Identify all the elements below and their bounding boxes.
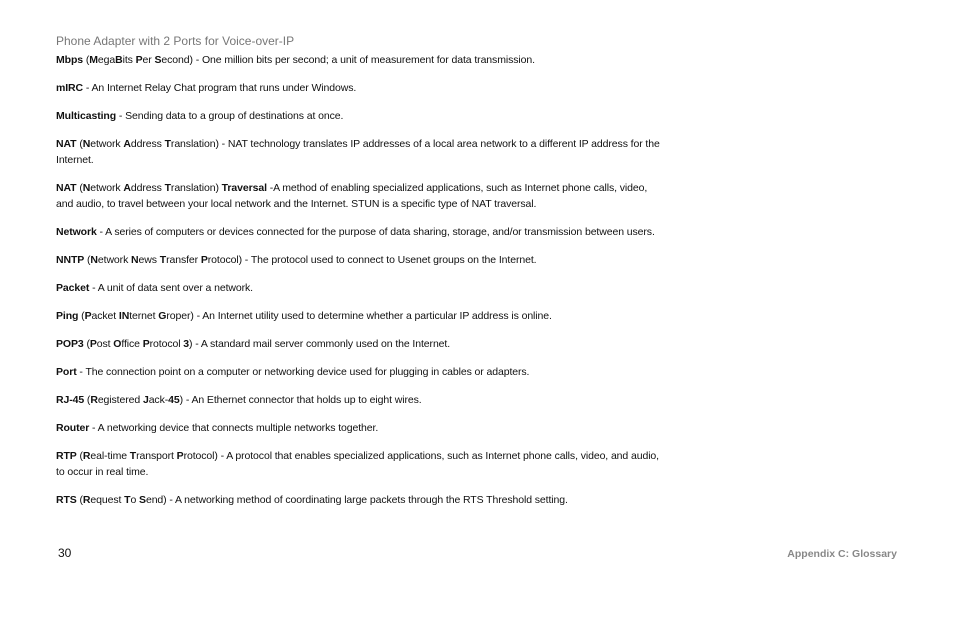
- term-bold-text: P: [135, 54, 143, 66]
- term-bold-text: NNTP: [56, 254, 85, 266]
- definition-text: - An Internet Relay Chat program that runs under Windows.: [83, 82, 357, 94]
- glossary-entry: [56, 420, 660, 436]
- term-bold-text: N: [82, 138, 91, 150]
- term-bold-text: A: [123, 182, 131, 194]
- term-bold-text: 45: [168, 394, 180, 406]
- definition-text: ost: [96, 338, 114, 350]
- definition-text: rotocol) - A protocol that enables specialized applications, such as Internet phone calls, video, and audio, to occur in real time.: [56, 450, 659, 478]
- glossary-entry: [56, 108, 660, 124]
- term-bold-text: RTP: [56, 450, 77, 462]
- term-bold-text: NAT: [56, 182, 77, 194]
- definition-text: ranslation) - NAT technology translates IP addresses of a local area network to a different IP address for the Internet.: [56, 138, 660, 166]
- term-bold-text: Mbps: [56, 54, 84, 66]
- glossary-entry: [56, 308, 660, 324]
- definition-text: (: [83, 338, 90, 350]
- definition-text: o: [130, 494, 140, 506]
- glossary-entry: [56, 80, 660, 96]
- definition-text: (: [76, 494, 83, 506]
- definition-text: ddress: [130, 138, 165, 150]
- definition-text: (: [78, 310, 85, 322]
- term-bold-text: O: [113, 338, 122, 350]
- definition-text: - The connection point on a computer or networking device used for plugging in cables or adapters.: [76, 366, 530, 378]
- term-bold-text: S: [154, 54, 162, 66]
- definition-text: ddress: [130, 182, 165, 194]
- term-bold-text: P: [142, 338, 150, 350]
- definition-text: ranslation): [170, 182, 222, 194]
- definition-text: ) - An Ethernet connector that holds up to eight wires.: [179, 394, 422, 406]
- term-bold-text: Ping: [56, 310, 79, 322]
- definition-text: ternet: [129, 310, 159, 322]
- definition-text: egistered: [97, 394, 143, 406]
- term-bold-text: J: [142, 394, 149, 406]
- definition-text: ) - A standard mail server commonly used on the Internet.: [189, 338, 451, 350]
- definition-text: its: [122, 54, 136, 66]
- definition-text: (: [76, 450, 83, 462]
- term-bold-text: Packet: [56, 282, 90, 294]
- term-bold-text: B: [115, 54, 123, 66]
- definition-text: ega: [97, 54, 116, 66]
- term-bold-text: T: [164, 182, 171, 194]
- term-bold-text: G: [158, 310, 167, 322]
- page-number: 30: [58, 546, 72, 560]
- definition-text: rotocol) - The protocol used to connect to Usenet groups on the Internet.: [207, 254, 537, 266]
- term-bold-text: Port: [56, 366, 77, 378]
- term-bold-text: A: [123, 138, 131, 150]
- definition-text: eal-time: [90, 450, 130, 462]
- glossary-entry: [56, 136, 660, 168]
- definition-text: etwork: [90, 182, 124, 194]
- page-header: Phone Adapter with 2 Ports for Voice-over-IP: [56, 34, 295, 48]
- glossary-entry: [56, 280, 660, 296]
- term-bold-text: mIRC: [56, 82, 84, 94]
- term-bold-text: P: [176, 450, 184, 462]
- definition-text: - A series of computers or devices connected for the purpose of data sharing, storage, and/or transmission between users.: [96, 226, 655, 238]
- term-bold-text: T: [159, 254, 167, 266]
- glossary-entry: [56, 52, 660, 68]
- glossary-entries: [56, 52, 660, 520]
- definition-text: (: [84, 394, 91, 406]
- term-bold-text: N: [82, 182, 91, 194]
- term-bold-text: R: [82, 450, 91, 462]
- term-bold-text: T: [124, 494, 131, 506]
- term-bold-text: IN: [118, 310, 130, 322]
- definition-text: (: [83, 54, 90, 66]
- definition-text: ransport: [136, 450, 177, 462]
- definition-text: roper) - An Internet utility used to determine whether a particular IP address is online.: [166, 310, 552, 322]
- definition-text: ews: [138, 254, 160, 266]
- definition-text: equest: [90, 494, 125, 506]
- definition-text: ffice: [121, 338, 143, 350]
- definition-text: (: [76, 182, 83, 194]
- definition-text: etwork: [90, 138, 124, 150]
- term-bold-text: 3: [183, 338, 190, 350]
- definition-text: etwork: [97, 254, 132, 266]
- footer-section-title: Appendix C: Glossary: [787, 548, 897, 560]
- term-bold-text: RJ-45: [56, 394, 85, 406]
- term-bold-text: T: [129, 450, 137, 462]
- definition-text: ack-: [148, 394, 169, 406]
- term-bold-text: Router: [56, 422, 90, 434]
- glossary-entry: [56, 180, 660, 212]
- glossary-entry: [56, 492, 660, 508]
- term-bold-text: NAT: [56, 138, 77, 150]
- term-bold-text: Network: [56, 226, 97, 238]
- definition-text: ransfer: [166, 254, 201, 266]
- definition-text: econd) - One million bits per second; a unit of measurement for data transmission.: [161, 54, 535, 66]
- term-bold-text: T: [164, 138, 171, 150]
- term-bold-text: P: [84, 310, 92, 322]
- glossary-entry: [56, 224, 660, 240]
- definition-text: -A method of enabling specialized applications, such as Internet phone calls, video, and audio, to travel between your local network and the Internet. STUN is a specific type of NAT traversal.: [56, 182, 648, 210]
- definition-text: (: [76, 138, 83, 150]
- term-bold-text: M: [89, 54, 98, 66]
- term-bold-text: POP3: [56, 338, 84, 350]
- term-bold-text: P: [200, 254, 208, 266]
- definition-text: - Sending data to a group of destinations at once.: [116, 110, 344, 122]
- definition-text: end) - A networking method of coordinating large packets through the RTS Threshold setting.: [145, 494, 568, 506]
- definition-text: (: [84, 254, 91, 266]
- glossary-entry: [56, 252, 660, 268]
- glossary-entry: [56, 392, 660, 408]
- term-bold-text: RTS: [56, 494, 77, 506]
- term-bold-text: R: [82, 494, 91, 506]
- term-bold-text: Multicasting: [56, 110, 117, 122]
- definition-text: acket: [91, 310, 119, 322]
- definition-text: rotocol: [149, 338, 184, 350]
- term-bold-text: P: [89, 338, 97, 350]
- glossary-entry: [56, 336, 660, 352]
- definition-text: - A networking device that connects multiple networks together.: [89, 422, 379, 434]
- term-bold-text: Traversal: [221, 182, 267, 194]
- term-bold-text: R: [90, 394, 98, 406]
- definition-text: er: [142, 54, 155, 66]
- glossary-entry: [56, 448, 660, 480]
- definition-text: - A unit of data sent over a network.: [89, 282, 253, 294]
- term-bold-text: N: [131, 254, 139, 266]
- glossary-entry: [56, 364, 660, 380]
- term-bold-text: S: [139, 494, 146, 506]
- term-bold-text: N: [90, 254, 98, 266]
